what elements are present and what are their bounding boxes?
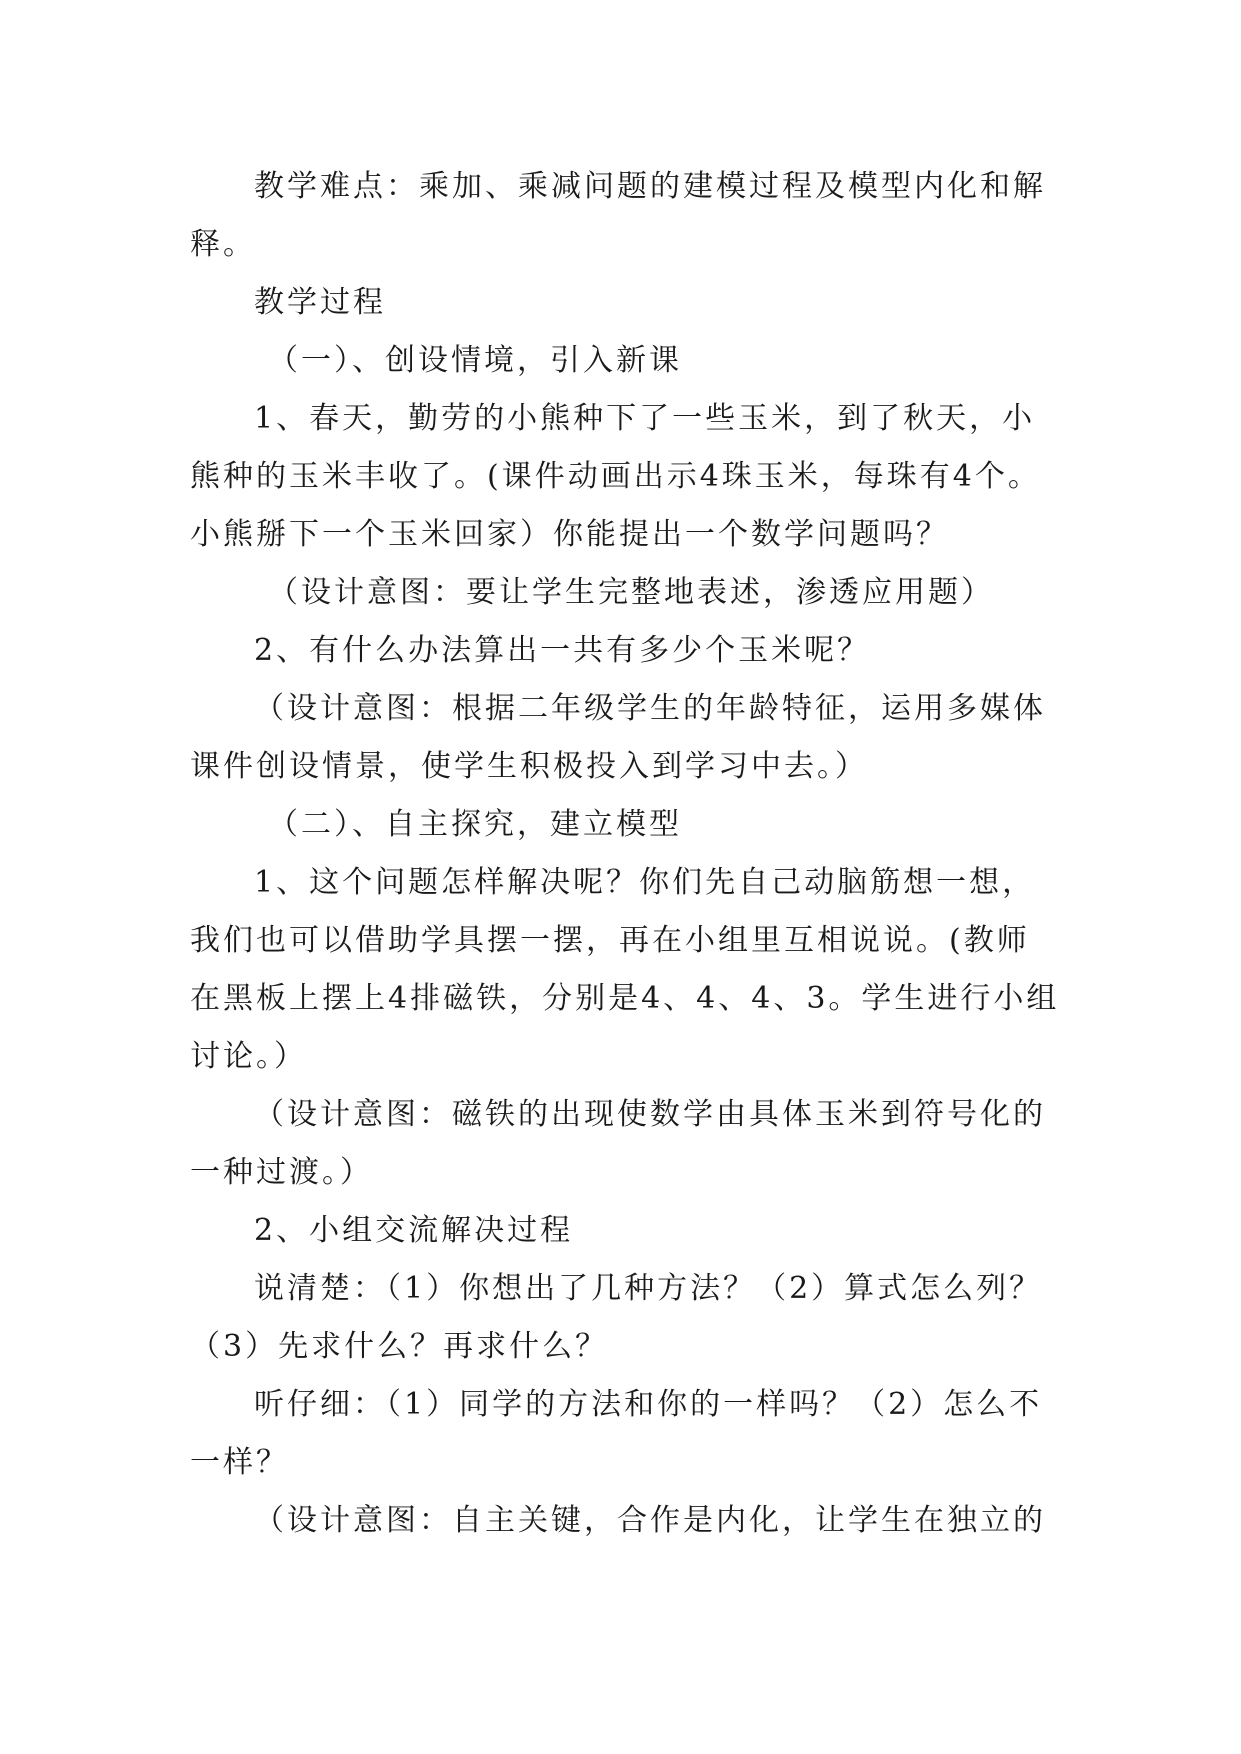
paragraph-line: 1、这个问题怎样解决呢？你们先自己动脑筋想一想， (254, 865, 1036, 900)
paragraph-line: （3）先求什么？再求什么？ (190, 1329, 609, 1364)
paragraph-line: 一种过渡。） (190, 1155, 373, 1190)
paragraph-line: 课件创设情景，使学生积极投入到学习中去。） (190, 749, 868, 784)
paragraph-line: 2、有什么办法算出一共有多少个玉米呢？ (254, 633, 871, 668)
section-title: 教学过程 (254, 285, 386, 320)
document-body (190, 158, 1060, 1550)
paragraph-line: 小熊掰下一个玉米回家）你能提出一个数学问题吗？ (190, 517, 949, 552)
paragraph-line: 释。 (190, 227, 256, 262)
design-note-line: （设计意图：根据二年级学生的年龄特征，运用多媒体 (254, 691, 1046, 726)
section-heading: （二）、自主探究，建立模型 (268, 807, 682, 842)
design-note-line: （设计意图：磁铁的出现使数学由具体玉米到符号化的 (254, 1097, 1046, 1132)
paragraph-line: 听仔细：（1）同学的方法和你的一样吗？（2）怎么不 (254, 1387, 1043, 1422)
paragraph-line: 熊种的玉米丰收了。(课件动画出示4珠玉米，每珠有4个。 (190, 459, 1041, 494)
section-heading: （一）、创设情境，引入新课 (268, 343, 682, 378)
paragraph-line: 教学难点：乘加、乘减问题的建模过程及模型内化和解 (254, 169, 1046, 204)
paragraph-line: 讨论。） (190, 1039, 307, 1074)
paragraph-line: 在黑板上摆上4排磁铁，分别是4、4、4、3。学生进行小组 (190, 981, 1060, 1016)
design-note-line: （设计意图：自主关键，合作是内化，让学生在独立的 (254, 1503, 1046, 1538)
paragraph-line: 2、小组交流解决过程 (254, 1213, 574, 1248)
paragraph-line: 一样？ (190, 1445, 289, 1480)
paragraph-line: 我们也可以借助学具摆一摆，再在小组里互相说说。(教师 (190, 923, 1030, 958)
design-note-line: （设计意图：要让学生完整地表述，渗透应用题） (268, 575, 994, 610)
paragraph-line: 1、春天，勤劳的小熊种下了一些玉米，到了秋天，小 (254, 401, 1036, 436)
paragraph-line: 说清楚：（1）你想出了几种方法？（2）算式怎么列？ (254, 1271, 1043, 1306)
